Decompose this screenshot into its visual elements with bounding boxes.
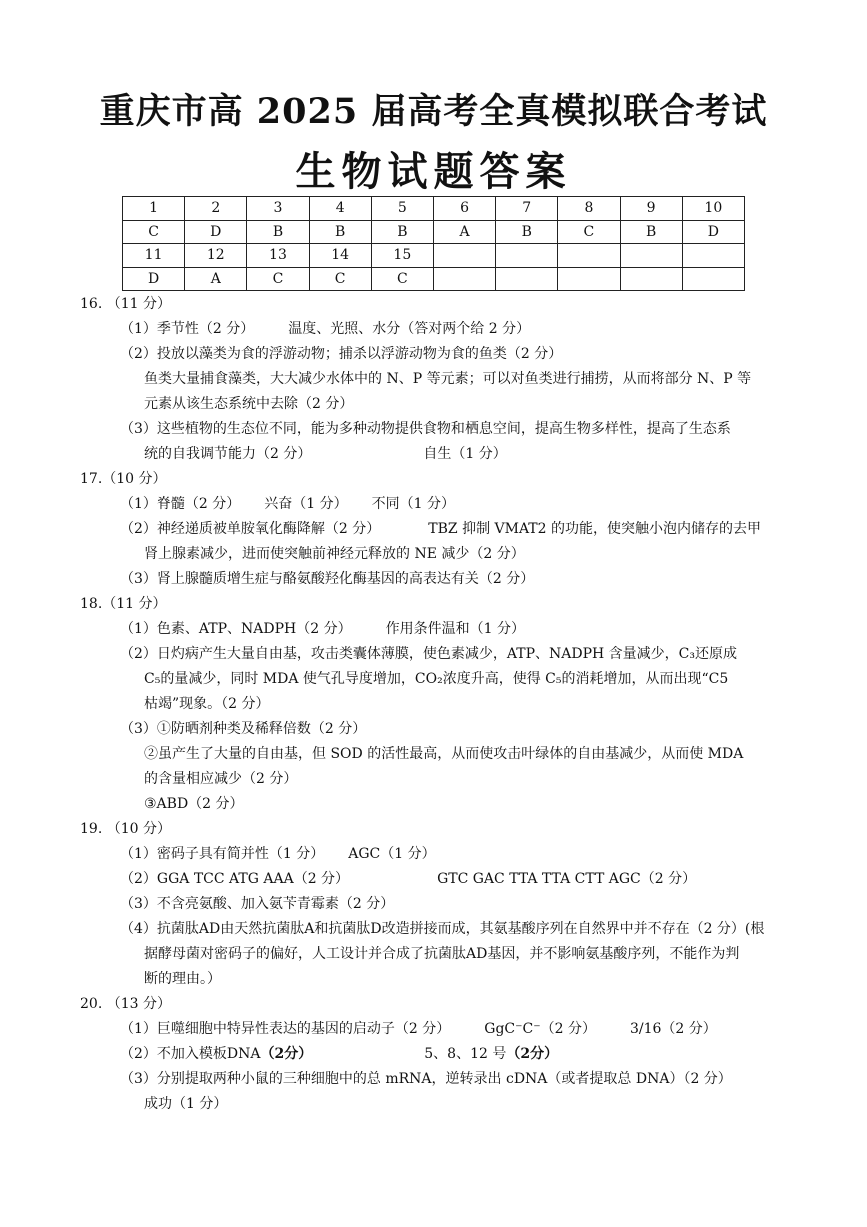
answer-line: （3）不含亮氨酸、加入氨苄青霉素（2 分） bbox=[120, 896, 395, 912]
answer-line: （3）这些植物的生态位不同，能为多种动物提供食物和栖息空间，提高生物多样性，提高了生态系 bbox=[120, 421, 731, 437]
table-cell: 6 bbox=[433, 197, 495, 221]
question-16 bbox=[80, 292, 792, 467]
answer-line bbox=[120, 492, 792, 517]
answer-line: ③ABD（2 分） bbox=[144, 796, 244, 812]
table-cell: 15 bbox=[371, 244, 433, 268]
answer-line bbox=[120, 842, 792, 867]
answer-line: 成功（1 分） bbox=[144, 1096, 228, 1112]
table-cell bbox=[620, 267, 682, 291]
answer-text: （2）不加入模板DNA bbox=[120, 1046, 261, 1062]
answer-text: （2）GGA TCC ATG AAA（2 分） bbox=[120, 871, 350, 887]
table-cell: B bbox=[620, 220, 682, 244]
table-cell: B bbox=[496, 220, 558, 244]
table-cell: C bbox=[371, 267, 433, 291]
table-cell bbox=[496, 267, 558, 291]
answer-content bbox=[80, 292, 792, 1117]
table-row bbox=[123, 220, 745, 244]
answer-table bbox=[122, 196, 745, 291]
answer-line: 的含量相应减少（2 分） bbox=[144, 771, 298, 787]
answer-text: （1）脊髓（2 分） bbox=[120, 496, 241, 512]
table-row bbox=[123, 197, 745, 221]
answer-text: 作用条件温和（1 分） bbox=[385, 621, 525, 637]
question-heading: 17.（10 分） bbox=[80, 471, 167, 487]
answer-line: （4）抗菌肽AD由天然抗菌肽A和抗菌肽D改造拼接而成，其氨基酸序列在自然界中并不存在（2 分）(根 bbox=[120, 921, 765, 937]
answer-text: 温度、光照、水分（答对两个给 2 分） bbox=[288, 321, 531, 337]
answer-line: （3）①防晒剂种类及稀释倍数（2 分） bbox=[120, 721, 367, 737]
answer-text: AGC（1 分） bbox=[348, 846, 436, 862]
answer-line bbox=[120, 317, 792, 342]
answer-line bbox=[120, 517, 792, 542]
answer-points: （2分） bbox=[260, 1046, 313, 1062]
answer-text: （1）巨噬细胞中特异性表达的基因的启动子（2 分） bbox=[120, 1021, 451, 1037]
answer-line: 元素从该生态系统中去除（2 分） bbox=[144, 396, 354, 412]
answer-line bbox=[120, 1042, 792, 1067]
table-cell: D bbox=[185, 220, 247, 244]
table-cell: C bbox=[123, 220, 185, 244]
answer-text: TBZ 抑制 VMAT2 的功能，使突触小泡内储存的去甲 bbox=[428, 521, 762, 537]
table-cell: 12 bbox=[185, 244, 247, 268]
answer-line: （3）分别提取两种小鼠的三种细胞中的总 mRNA，逆转录出 cDNA（或者提取总 DNA）（2 分） bbox=[120, 1071, 732, 1087]
answer-line: 枯竭”现象。（2 分） bbox=[144, 696, 270, 712]
table-row bbox=[123, 267, 745, 291]
table-cell: A bbox=[433, 220, 495, 244]
table-cell: 1 bbox=[123, 197, 185, 221]
table-cell: 9 bbox=[620, 197, 682, 221]
answer-line: （2）日灼病产生大量自由基，攻击类囊体薄膜，使色素减少，ATP、NADPH 含量减少，C₃还原成 bbox=[120, 646, 737, 662]
answer-line: （3）肾上腺髓质增生症与酪氨酸羟化酶基因的高表达有关（2 分） bbox=[120, 571, 535, 587]
answer-text: GTC GAC TTA TTA CTT AGC（2 分） bbox=[437, 871, 697, 887]
table-cell bbox=[682, 267, 744, 291]
question-heading: 16. （11 分） bbox=[80, 296, 171, 312]
question-heading: 20. （13 分） bbox=[80, 996, 171, 1012]
answer-text: 3/16（2 分） bbox=[629, 1021, 717, 1037]
table-cell bbox=[558, 244, 620, 268]
table-cell bbox=[558, 267, 620, 291]
answer-line: ②虽产生了大量的自由基，但 SOD 的活性最高，从而使攻击叶绿体的自由基减少，从而使 MDA bbox=[144, 746, 744, 762]
answer-line: （2）投放以藻类为食的浮游动物；捕杀以浮游动物为食的鱼类（2 分） bbox=[120, 346, 563, 362]
table-cell: D bbox=[123, 267, 185, 291]
answer-line: C₅的量减少，同时 MDA 使气孔导度增加，CO₂浓度升高，使得 C₅的消耗增加，从而出现“C5 bbox=[144, 671, 729, 687]
answer-points: （2分） bbox=[506, 1046, 559, 1062]
table-cell: 7 bbox=[496, 197, 558, 221]
table-cell: 5 bbox=[371, 197, 433, 221]
answer-line bbox=[120, 617, 792, 642]
answer-line bbox=[120, 867, 792, 892]
question-19 bbox=[80, 817, 792, 992]
table-cell: B bbox=[247, 220, 309, 244]
question-heading: 18.（11 分） bbox=[80, 596, 167, 612]
table-cell: D bbox=[682, 220, 744, 244]
answer-line bbox=[120, 1017, 792, 1042]
table-cell: 13 bbox=[247, 244, 309, 268]
question-18 bbox=[80, 592, 792, 817]
table-cell bbox=[620, 244, 682, 268]
table-cell: 10 bbox=[682, 197, 744, 221]
table-cell: A bbox=[185, 267, 247, 291]
table-cell: B bbox=[371, 220, 433, 244]
answer-line: 鱼类大量捕食藻类，大大减少水体中的 N、P 等元素；可以对鱼类进行捕捞，从而将部分 N、P 等 bbox=[144, 371, 752, 387]
table-cell: 11 bbox=[123, 244, 185, 268]
page-subtitle: 生物试题答案 bbox=[295, 149, 572, 195]
table-cell bbox=[433, 267, 495, 291]
table-cell: 3 bbox=[247, 197, 309, 221]
answer-text: （1）密码子具有简并性（1 分） bbox=[120, 846, 325, 862]
answer-text: 5、8、12 号 bbox=[424, 1046, 507, 1062]
table-cell bbox=[433, 244, 495, 268]
table-cell: B bbox=[309, 220, 371, 244]
answer-text: 自生（1 分） bbox=[423, 446, 507, 462]
answer-text: （1）色素、ATP、NADPH（2 分） bbox=[120, 621, 352, 637]
answer-text: （2）神经递质被单胺氧化酶降解（2 分） bbox=[120, 521, 381, 537]
answer-text: 不同（1 分） bbox=[371, 496, 455, 512]
answer-text: 兴奋（1 分） bbox=[264, 496, 348, 512]
table-cell: C bbox=[558, 220, 620, 244]
table-cell: 4 bbox=[309, 197, 371, 221]
answer-line bbox=[144, 442, 792, 467]
table-cell: C bbox=[247, 267, 309, 291]
answer-text: 统的自我调节能力（2 分） bbox=[144, 446, 312, 462]
table-row bbox=[123, 244, 745, 268]
answer-line: 断的理由。） bbox=[144, 971, 221, 987]
table-cell: 2 bbox=[185, 197, 247, 221]
question-heading: 19. （10 分） bbox=[80, 821, 171, 837]
answer-text: （1）季节性（2 分） bbox=[120, 321, 255, 337]
question-17 bbox=[80, 467, 792, 592]
answer-line: 据酵母菌对密码子的偏好，人工设计并合成了抗菌肽AD基因，并不影响氨基酸序列，不能作为判 bbox=[144, 946, 740, 962]
table-cell bbox=[682, 244, 744, 268]
answer-line: 肾上腺素减少，进而使突触前神经元释放的 NE 减少（2 分） bbox=[144, 546, 525, 562]
table-cell: 14 bbox=[309, 244, 371, 268]
question-20 bbox=[80, 992, 792, 1117]
page-title: 重庆市高 2025 届高考全真模拟联合考试 bbox=[99, 91, 768, 132]
table-cell: 8 bbox=[558, 197, 620, 221]
table-cell bbox=[496, 244, 558, 268]
answer-text: GgC⁻C⁻（2 分） bbox=[484, 1021, 596, 1037]
table-cell: C bbox=[309, 267, 371, 291]
